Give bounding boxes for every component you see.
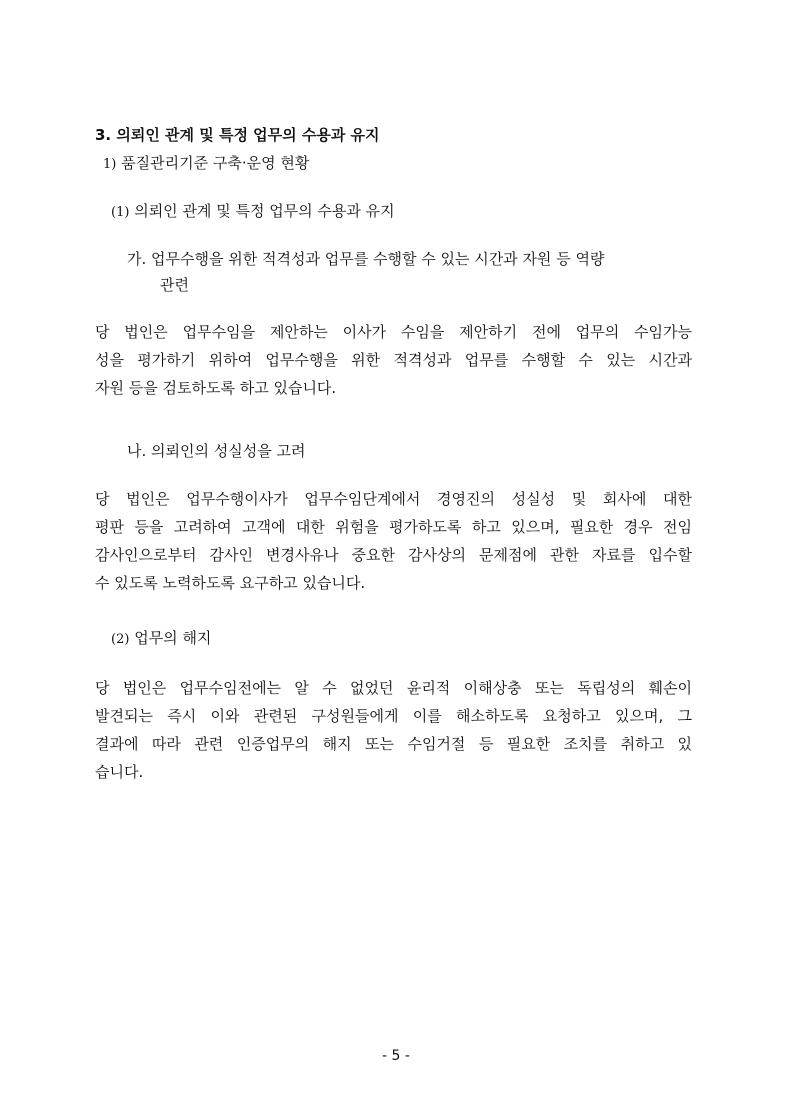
paragraph-line: 당 법인은 업무수임을 제안하는 이사가 수임을 제안하기 전에 업무의 수임가능 [95,323,692,341]
na-title: 나. 의뢰인의 성실성을 고려 [127,442,306,460]
ga-title-line1: 가. 업무수행을 위한 적격성과 업무를 수행할 수 있는 시간과 자원 등 역량 [127,250,605,268]
item2-number: (2) [111,632,130,647]
paragraph-line: 당 법인은 업무수임전에는 알 수 없었던 윤리적 이해상충 또는 독립성의 훼손이 [95,679,692,697]
paragraph-2 [95,485,692,597]
paragraph-line: 습니다. [95,763,144,781]
page-number: - 5 - [382,1048,410,1064]
item1-title [111,198,395,226]
item2-title-text: 업무의 해지 [134,629,212,647]
paragraph-line: 평판 등을 고려하여 고객에 대한 위험을 평가하도록 하고 있으며, 필요한 경우 전임 [95,518,692,536]
paragraph-line: 발견되는 즉시 이와 관련된 구성원들에게 이를 해소하도록 요청하고 있으며, 그 [95,707,692,725]
paragraph-line: 자원 등을 검토하도록 하고 있습니다. [95,379,337,397]
item1-number: (1) [111,205,130,220]
ga-title-line2: 관련 [160,276,189,294]
subsection-number: 1) [103,157,117,172]
paragraph-line: 결과에 따라 관련 인증업무의 해지 또는 수임거절 등 필요한 조치를 취하고 있 [95,735,692,753]
paragraph-line: 성을 평가하기 위하여 업무수행을 위한 적격성과 업무를 수행할 수 있는 시간과 [95,351,692,369]
subsection-title [103,150,309,178]
subsection-title-text: 품질관리기준 구축·운영 현황 [121,154,310,172]
item2-title [111,625,211,653]
paragraph-line: 감사인으로부터 감사인 변경사유나 중요한 감사상의 문제점에 관한 자료를 입수할 [95,546,692,564]
paragraph-3 [95,674,692,786]
section-heading: 3. 의뢰인 관계 및 특정 업무의 수용과 유지 [95,126,380,144]
paragraph-1 [95,318,692,402]
paragraph-line: 수 있도록 노력하도록 요구하고 있습니다. [95,574,366,592]
item1-title-text: 의뢰인 관계 및 특정 업무의 수용과 유지 [134,202,395,220]
paragraph-line: 당 법인은 업무수행이사가 업무수임단계에서 경영진의 성실성 및 회사에 대한 [95,490,692,508]
